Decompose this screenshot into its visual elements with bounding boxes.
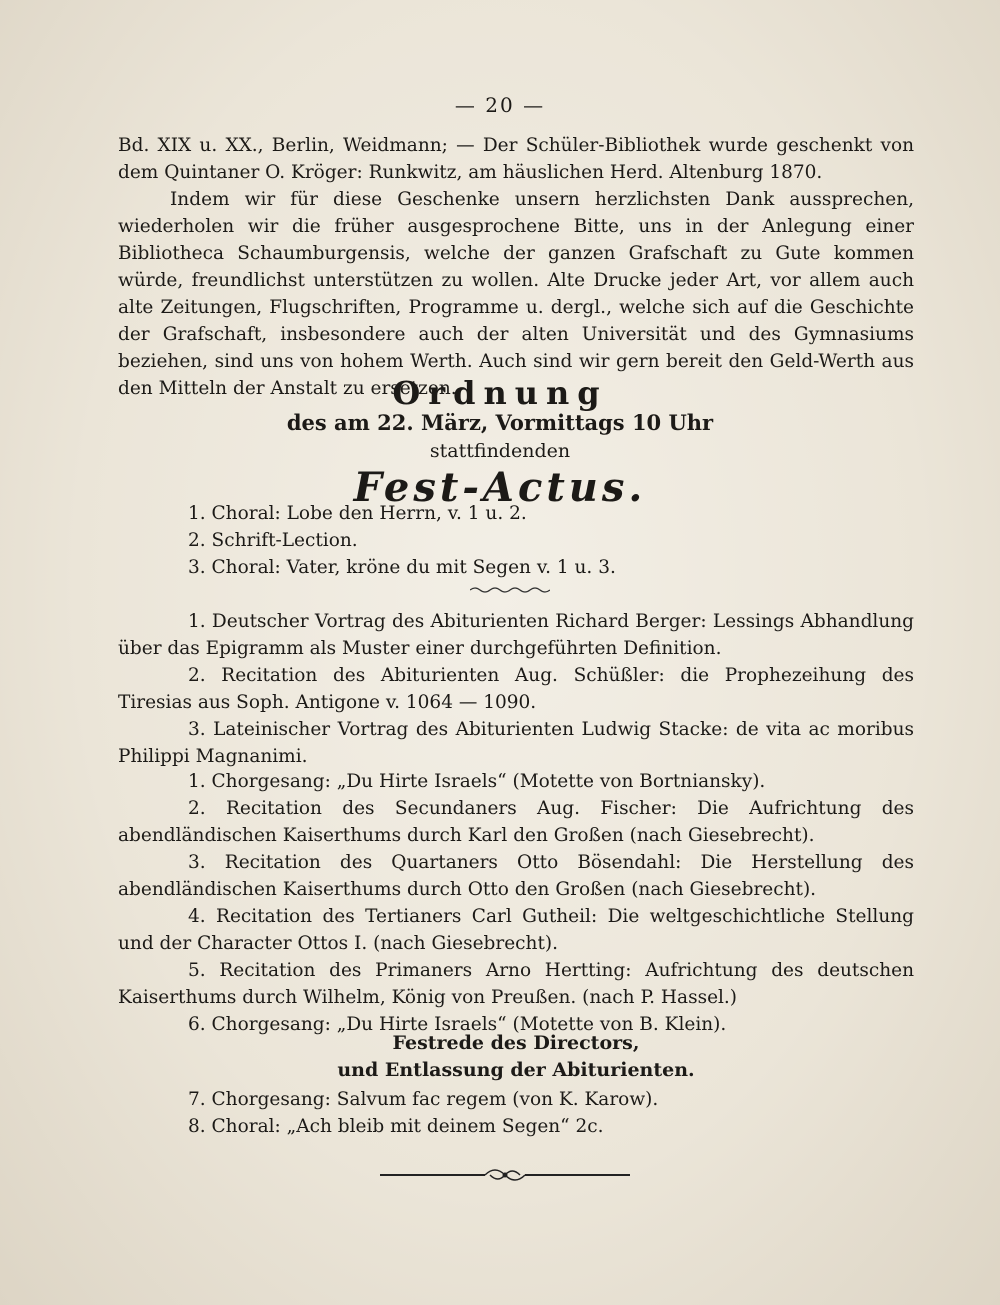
intro-paragraph: Indem wir für diese Geschenke unsern herzlichsten Dank aussprechen, wiederholen wir die früher ausgesprochene Bitte, uns in der Anlegung einer Bibliotheca Schaumburgensis, welche der ganzen Grafschaft zu Gute kommen würde, freundlichst unterstützen zu wollen. Alte Drucke jeder Art, vor allem auch alte Zeitungen, Flugschriften, Programme u. dergl., welche sich auf die Geschichte der Grafschaft, insbesondere auch der alten Universität und des Gymnasiums beziehen, sind uns von hohem Werth. Auch sind wir gern bereit den Geld-Werth aus den Mitteln der Anstalt zu ersetzen. — [118, 189, 914, 399]
list-item: 3. Lateinischer Vortrag des Abiturienten Ludwig Stacke: de vita ac moribus Philippi Magnanimi. — [118, 719, 914, 767]
fest-actus-title: Fest-Actus. — [353, 464, 647, 511]
section1-list — [118, 500, 914, 581]
list-item: 1. Choral: Lobe den Herrn, v. 1 u. 2. — [188, 503, 527, 524]
wavy-divider — [470, 586, 550, 594]
list-item: 2. Recitation des Abiturienten Aug. Schüßler: die Prophezeihung des Tiresias aus Soph. Antigone v. 1064 — 1090. — [118, 665, 914, 713]
list-item: 6. Chorgesang: „Du Hirte Israels“ (Motette von B. Klein). — [188, 1014, 727, 1035]
list-item: 1. Chorgesang: „Du Hirte Israels“ (Motette von Bortniansky). — [188, 771, 766, 792]
list-item: 2. Recitation des Secundaners Aug. Fischer: Die Aufrichtung des abendländischen Kaiserthums durch Karl den Großen (nach Giesebrecht). — [118, 798, 914, 846]
festrede-line1: Festrede des Directors, — [392, 1032, 640, 1054]
list-item: 3. Choral: Vater, kröne du mit Segen v. 1 u. 3. — [188, 557, 616, 578]
ordnung-title: Ordnung — [392, 374, 608, 412]
section3-list — [118, 768, 914, 1038]
list-item: 3. Recitation des Quartaners Otto Bösendahl: Die Herstellung des abendländischen Kaiserthums durch Otto den Großen (nach Giesebrecht). — [118, 852, 914, 900]
list-item: 5. Recitation des Primaners Arno Hertting: Aufrichtung des deutschen Kaiserthums durch Wilhelm, König von Preußen. (nach P. Hassel.) — [118, 960, 914, 1008]
intro-block — [118, 132, 914, 402]
festrede-block — [118, 1030, 914, 1084]
list-item: 2. Schrift-Lection. — [188, 530, 358, 551]
ordnung-subtitle: stattfindenden — [429, 440, 571, 462]
festrede-line2: und Entlassung der Abiturienten. — [337, 1059, 695, 1081]
list-item: 8. Choral: „Ach bleib mit deinem Segen“ 2c. — [188, 1116, 604, 1137]
section2-list — [118, 608, 914, 770]
list-item: 7. Chorgesang: Salvum fac regem (von K. Karow). — [188, 1089, 659, 1110]
list-item: 1. Deutscher Vortrag des Abiturienten Richard Berger: Lessings Abhandlung über das Epigramm als Muster einer durchgeführten Definition. — [118, 611, 914, 659]
section4-list — [118, 1086, 914, 1140]
list-item: 4. Recitation des Tertianers Carl Gutheil: Die weltgeschichtliche Stellung und der Character Ottos I. (nach Giesebrecht). — [118, 906, 914, 954]
page-number: — 20 — — [454, 93, 546, 117]
ordnung-subtitle-date: des am 22. März, Vormittags 10 Uhr — [286, 410, 714, 435]
ornament-divider-icon — [380, 1165, 630, 1185]
intro-line1: Bd. XIX u. XX., Berlin, Weidmann; — Der Schüler-Bibliothek wurde geschenkt von dem Quintaner O. Kröger: Runkwitz, am häuslichen Herd. Altenburg 1870. — [118, 135, 914, 183]
